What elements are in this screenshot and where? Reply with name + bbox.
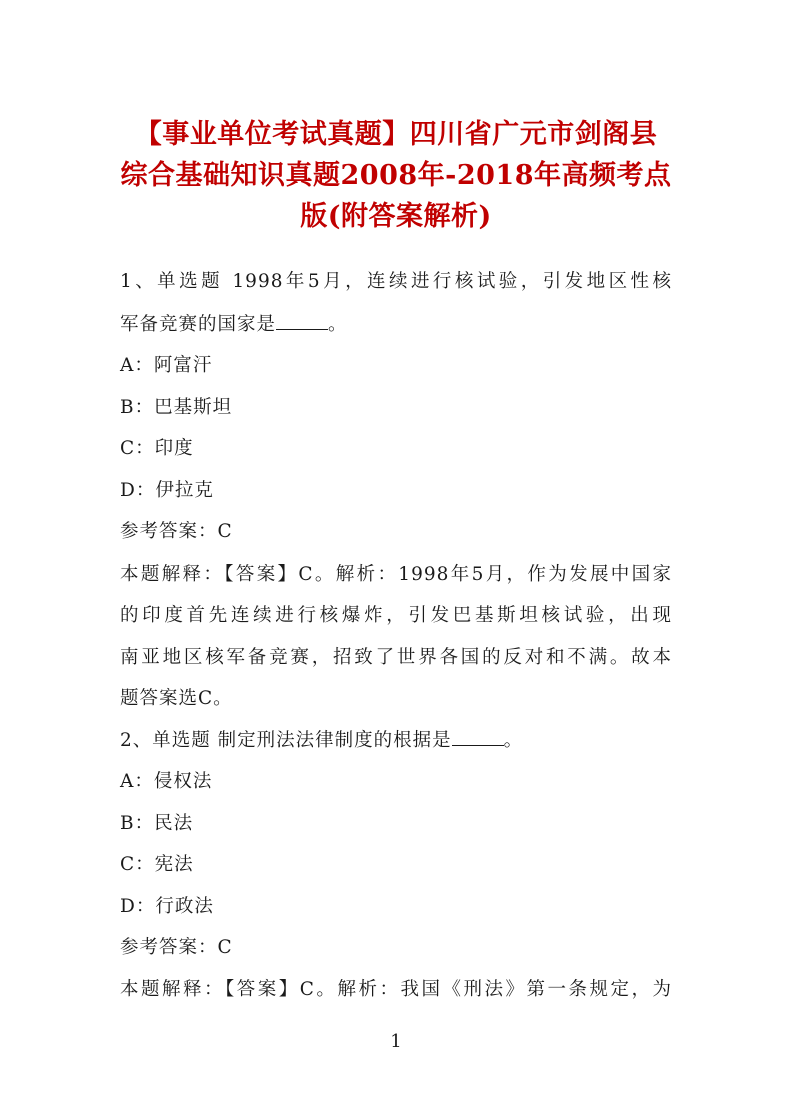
answer-blank [276,313,328,330]
page-number: 1 [390,1031,402,1052]
question-2-explanation-line: 本题解释：【答案】C。解析：我国《刑法》第一条规定，为 [120,979,672,1000]
question-1-option-c: C：印度 [120,438,194,459]
question-2-stem [120,729,672,753]
title-line: 综合基础知识真题2008年-2018年高频考点 [120,160,672,191]
question-1-stem-text: 军备竞赛的国家是 [120,314,277,335]
answer-blank [452,729,504,746]
question-1-explanation-line: 本题解释：【答案】C。解析：1998年5月，作为发展中国家 [120,564,672,585]
question-1-stem: 1、单选题 1998年5月，连续进行核试验，引发地区性核 [120,271,672,292]
question-2-option-b: B：民法 [120,813,194,834]
question-1-stem-end: 。 [328,314,348,335]
question-1-option-d: D：伊拉克 [120,480,214,501]
question-1-option-b: B：巴基斯坦 [120,397,233,418]
question-2-stem-end: 。 [503,730,524,751]
question-2-stem-text: 2、单选题 制定刑法法律制度的根据是 [120,730,452,751]
title-line: 【事业单位考试真题】四川省广元市剑阁县 [134,119,658,150]
question-2-option-a: A：侵权法 [120,771,213,792]
question-1-explanation-line: 题答案选C。 [120,688,233,709]
question-2-option-c: C：宪法 [120,854,194,875]
question-1-stem-continued [120,313,672,337]
question-2-answer: 参考答案：C [120,937,233,958]
question-2-option-d: D：行政法 [120,896,214,917]
question-1-explanation-line: 南亚地区核军备竞赛，招致了世界各国的反对和不满。故本 [120,647,672,668]
question-1-option-a: A：阿富汗 [120,355,213,376]
question-1-explanation-line: 的印度首先连续进行核爆炸，引发巴基斯坦核试验，出现 [120,605,672,626]
question-1-answer: 参考答案：C [120,521,233,542]
document-title [120,114,672,237]
title-line: 版(附答案解析) [300,201,492,232]
